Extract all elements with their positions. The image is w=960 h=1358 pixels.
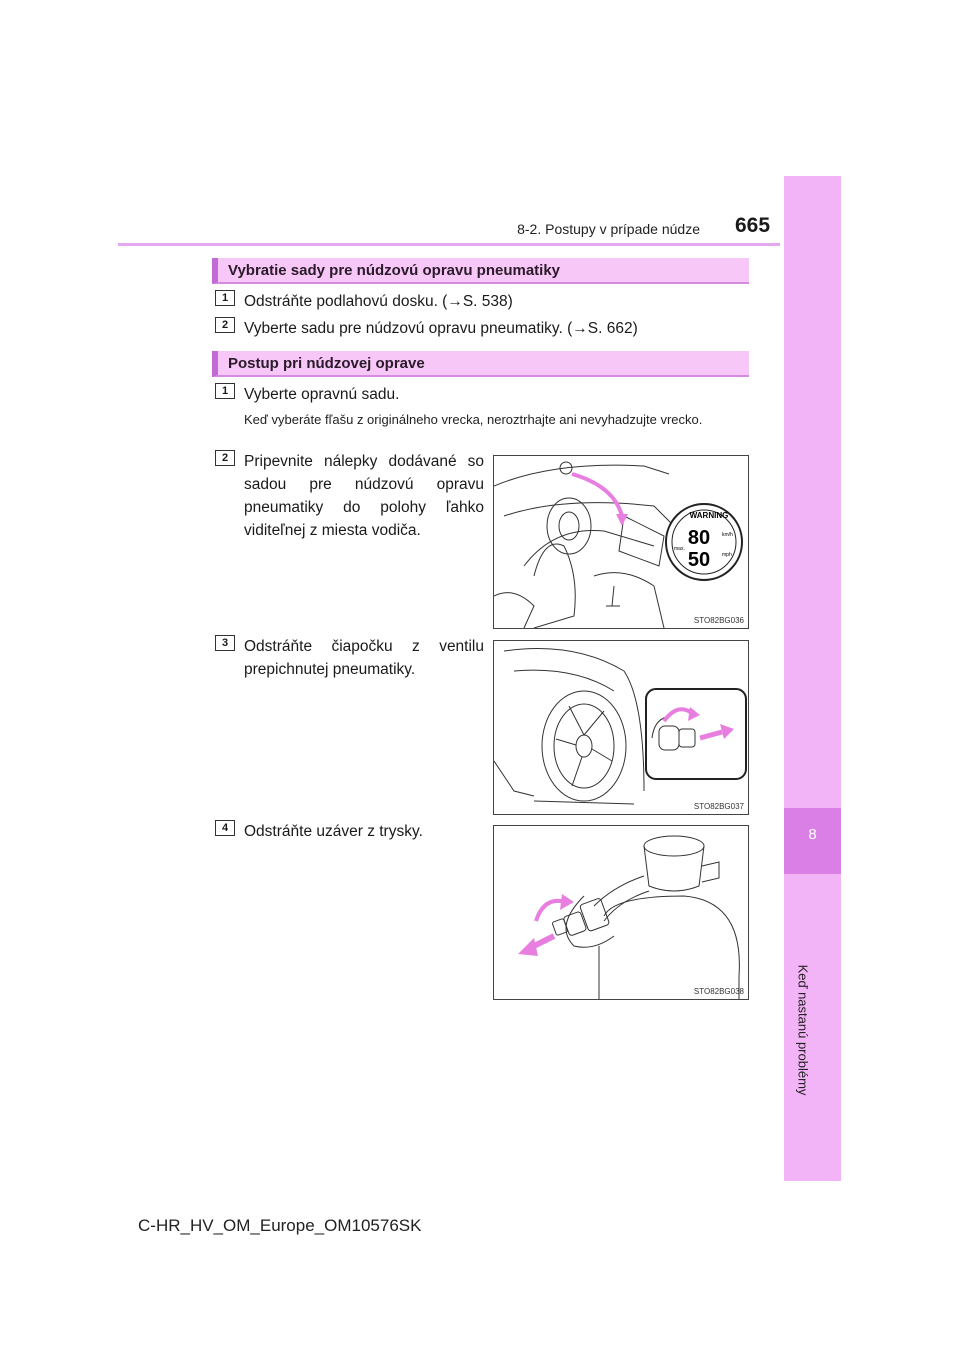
svg-text:max.: max. <box>674 546 685 552</box>
step-number-box: 2 <box>215 317 235 333</box>
step-number-box: 1 <box>215 383 235 399</box>
svg-text:80: 80 <box>687 527 711 549</box>
svg-text:km/h: km/h <box>722 532 733 538</box>
figure-nozzle-cap <box>493 825 749 1000</box>
figure-valve-cap <box>493 640 749 815</box>
arrow-head-icon <box>616 514 628 526</box>
running-header: 8-2. Postupy v prípade núdze <box>517 221 700 237</box>
header-divider <box>118 243 780 246</box>
figure-sticker-placement <box>493 455 749 629</box>
svg-text:50: 50 <box>687 549 711 571</box>
bottle-nozzle-illustration <box>494 826 748 999</box>
chapter-number: 8 <box>808 826 817 843</box>
car-interior-illustration <box>494 456 748 628</box>
figure-code: STO82BG036 <box>693 616 744 625</box>
step-number-box: 1 <box>215 290 235 306</box>
svg-text:mph: mph <box>722 552 732 558</box>
placement-arrow <box>572 474 622 516</box>
step-number-box: 4 <box>215 820 235 836</box>
step-text: Odstráňte podlahovú dosku. (→S. 538) <box>244 293 513 310</box>
svg-text:WARNING: WARNING <box>689 511 729 520</box>
section-title: Postup pri núdzovej oprave <box>228 355 425 372</box>
step-number-box: 2 <box>215 450 235 466</box>
section-title: Vybratie sady pre núdzovú opravu pneumatiky <box>228 262 561 279</box>
chapter-label: Keď nastanú problémy <box>795 964 811 1096</box>
step-text: Pripevnite nálepky dodávané so sadou pre núdzovú opravu pneumatiky do polohy ľahko viditeľnej z miesta vodiča. <box>244 453 484 539</box>
tire-valve-illustration <box>494 641 748 814</box>
step-text: Vyberte opravnú sadu. <box>244 386 400 403</box>
step-number-box: 3 <box>215 635 235 651</box>
figure-code: STO82BG037 <box>693 802 744 811</box>
figure-code: STO82BG038 <box>693 987 744 996</box>
page-number: 665 <box>735 214 771 237</box>
step-note: Keď vyberáte fľašu z originálneho vrecka, neroztrhajte ani nevyhadzujte vrecko. <box>244 412 703 427</box>
document-id: C-HR_HV_OM_Europe_OM10576SK <box>138 1216 422 1235</box>
section-heading-repair-procedure <box>212 351 749 377</box>
step-text: Vyberte sadu pre núdzovú opravu pneumatiky. (→S. 662) <box>244 320 638 337</box>
warning-sticker <box>666 504 742 580</box>
section-heading-kit-removal <box>212 258 749 284</box>
step-text: Odstráňte čiapočku z ventilu prepichnutej pneumatiky. <box>244 638 484 678</box>
step-text: Odstráňte uzáver z trysky. <box>244 823 423 840</box>
valve-detail-inset <box>646 689 746 779</box>
chapter-side-tab <box>784 176 841 1181</box>
